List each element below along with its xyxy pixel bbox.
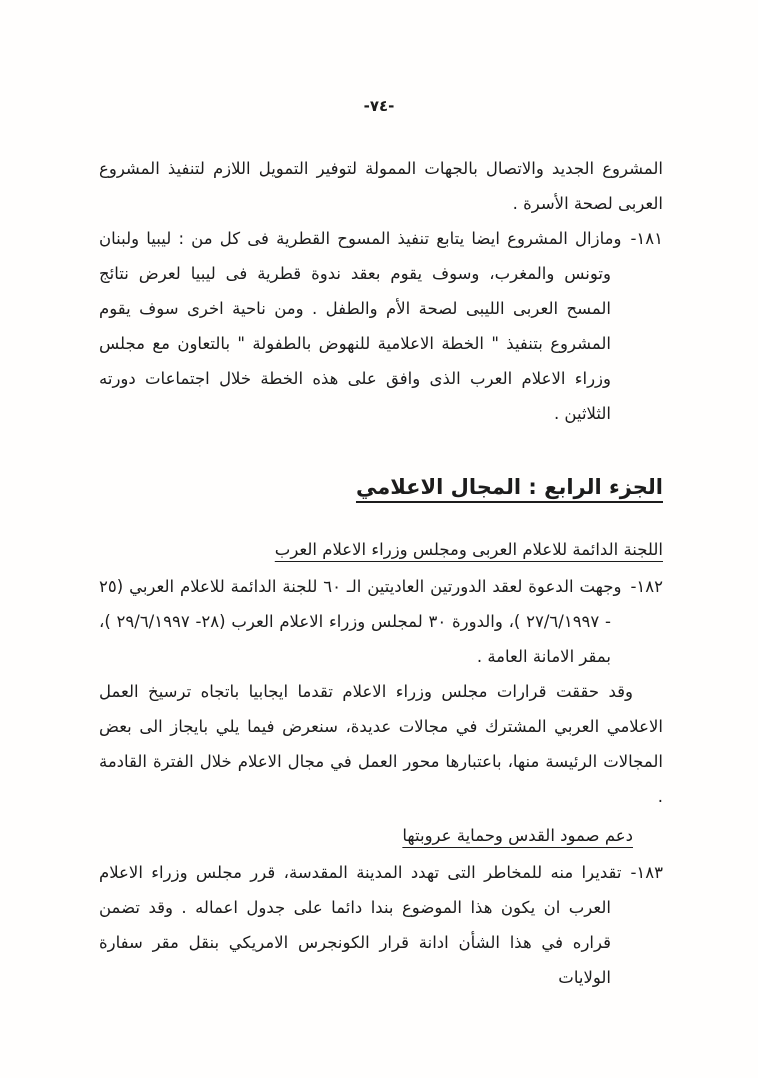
item-182-number: ١٨٢- (630, 577, 663, 597)
item-181 (99, 221, 663, 431)
section-heading: الجزء الرابع : المجال الاعلامي (355, 475, 663, 499)
item-181-number: ١٨١- (630, 229, 663, 248)
subheading-jerusalem-support: دعم صمود القدس وحماية عروبتها (402, 826, 633, 846)
item-182-text: وجهت الدعوة لعقد الدورتين العاديتين الـ ٦٠ للجنة الدائمة للاعلام العربي (٢٥ - ٢٧/٦/١٩٩٧ )، والدورة ٣٠ لمجلس وزراء الاعلام العرب (٢٨- ٢٩/٦/١٩٩٧ )، بمقر الامانة العامة . (99, 577, 622, 667)
paragraph-achievements: وقد حققت قرارات مجلس وزراء الاعلام تقدما ايجابيا باتجاه ترسيخ العمل الاعلامي العربي المشترك في مجالات عديدة، سنعرض فيما يلي بايجاز الى بعض المجالات الرئيسة منها، باعتبارها محور العمل في مجال الاعلام خلال الفترة القادمة . (99, 682, 663, 807)
paragraph-intro: المشروع الجديد والاتصال بالجهات الممولة لتوفير التمويل اللازم لتنفيذ المشروع العربى لصحة الأسرة . (99, 159, 663, 213)
page-content (0, 115, 758, 995)
item-183-text: تقديرا منه للمخاطر التى تهدد المدينة المقدسة، قرر مجلس وزراء الاعلام العرب ان يكون هذا الموضوع بندا دائما على جدول اعماله . وقد تضمن قراره في هذا الشأن ادانة قرار الكونجرس الامريكي بنقل مقر سفارة الولايات (99, 863, 622, 988)
page-number: -٧٤- (363, 97, 395, 115)
item-182 (99, 569, 663, 674)
item-181-text: ومازال المشروع ايضا يتابع تنفيذ المسوح القطرية فى كل من : ليبيا ولبنان وتونس والمغرب، وسوف يقوم بعقد ندوة قطرية فى ليبيا لعرض نتائج المسح العربى الليبى لصحة الأم والطفل . ومن ناحية اخرى سوف يقوم المشروع بتنفيذ " الخطة الاعلامية للنهوض بالطفولة " بالتعاون مع مجلس وزراء الاعلام العرب الذى وافق على هذه الخطة خلال اجتماعات دورته الثلاثين . (99, 229, 622, 423)
item-183 (99, 855, 663, 995)
subheading-standing-committee: اللجنة الدائمة للاعلام العربى ومجلس وزراء الاعلام العرب (274, 540, 663, 560)
item-183-number: ١٨٣- (630, 863, 663, 883)
